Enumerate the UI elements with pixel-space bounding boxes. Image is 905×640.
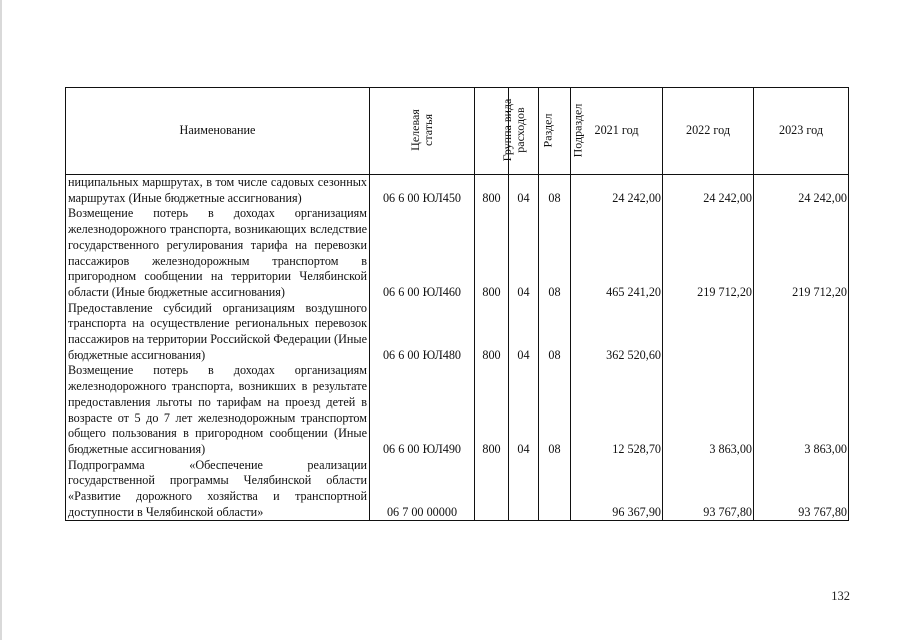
page-number: 132	[831, 589, 850, 603]
section-cell	[509, 458, 539, 521]
target-article-cell: 06 6 00 ЮЛ490	[370, 363, 475, 457]
amount-2023-cell: 24 242,00	[754, 175, 849, 207]
subsection-cell	[539, 458, 571, 521]
row-name-cell: Возмещение потерь в доходах организациям железнодорожного транспорта, возникших в результате предоставления льготы по тарифам на проезд детей в возрасте от 5 до 7 лет железнодорожным транспортом общего пользования в пригородном сообщении (Иные бюджетные ассигнования)	[66, 363, 370, 457]
expense-group-cell	[475, 458, 509, 521]
section-cell: 04	[509, 301, 539, 364]
amount-2021-cell: 362 520,60	[571, 301, 663, 364]
header-2023-label: 2023 год	[778, 123, 824, 138]
header-2022	[663, 88, 754, 175]
header-2022-label: 2022 год	[685, 123, 731, 138]
amount-2023-cell: 93 767,80	[754, 458, 849, 521]
target-article-cell: 06 7 00 00000	[370, 458, 475, 521]
header-expense-group	[475, 88, 527, 175]
header-name	[66, 88, 370, 175]
amount-2021-cell: 24 242,00	[571, 175, 663, 207]
expense-group-cell: 800	[475, 301, 509, 364]
row-name-cell: Возмещение потерь в доходах организациям железнодорожного транспорта, возникающих вследствие государственного регулирования тарифа на перевозки пассажиров железнодорожным транспортом в пригородном сообщении на территории Челябинской области (Иные бюджетные ассигнования)	[66, 206, 370, 300]
budget-table	[65, 87, 849, 521]
expense-group-cell: 800	[475, 175, 509, 207]
section-cell: 04	[509, 175, 539, 207]
amount-2023-cell	[754, 301, 849, 364]
amount-2022-cell: 3 863,00	[663, 363, 754, 457]
row-name-cell: Предоставление субсидий организациям воздушного транспорта на осуществление региональных перевозок пассажиров на территории Российской Федерации (Иные бюджетные ассигнования)	[66, 301, 370, 364]
amount-2022-cell: 24 242,00	[663, 175, 754, 207]
header-subsection-label: Подраздел	[570, 103, 585, 158]
subsection-cell: 08	[539, 175, 571, 207]
table-row	[66, 363, 849, 457]
target-article-cell: 06 6 00 ЮЛ480	[370, 301, 475, 364]
amount-2021-cell: 96 367,90	[571, 458, 663, 521]
section-cell: 04	[509, 363, 539, 457]
row-name-cell: Подпрограмма «Обеспечение реализации государственной программы Челябинской области «Развитие дорожного хозяйства и транспортной доступности в Челябинской области»	[66, 458, 370, 521]
amount-2022-cell	[663, 301, 754, 364]
target-article-cell: 06 6 00 ЮЛ460	[370, 206, 475, 300]
subsection-cell: 08	[539, 206, 571, 300]
amount-2022-cell: 93 767,80	[663, 458, 754, 521]
amount-2023-cell: 3 863,00	[754, 363, 849, 457]
amount-2021-cell: 12 528,70	[571, 363, 663, 457]
page-left-edge	[0, 0, 2, 640]
table-row	[66, 206, 849, 300]
table-header-row	[66, 88, 849, 175]
expense-group-cell: 800	[475, 206, 509, 300]
amount-2022-cell: 219 712,20	[663, 206, 754, 300]
target-article-cell: 06 6 00 ЮЛ450	[370, 175, 475, 207]
row-name-cell: ниципальных маршрутах, в том числе садовых сезонных маршрутах (Иные бюджетные ассигнования)	[66, 175, 370, 207]
amount-2021-cell: 465 241,20	[571, 206, 663, 300]
table-row	[66, 175, 849, 207]
expense-group-cell: 800	[475, 363, 509, 457]
section-cell: 04	[509, 206, 539, 300]
table-row	[66, 458, 849, 521]
header-target-article	[370, 88, 475, 175]
header-name-label: Наименование	[179, 123, 256, 138]
budget-table-container	[65, 87, 848, 521]
subsection-cell: 08	[539, 363, 571, 457]
header-2023	[754, 88, 849, 175]
amount-2023-cell: 219 712,20	[754, 206, 849, 300]
subsection-cell: 08	[539, 301, 571, 364]
header-target-article-label: Целевая статья	[408, 109, 435, 151]
header-expense-group-label: Группа вида расходов	[500, 98, 527, 162]
header-section-label: Раздел	[540, 113, 555, 148]
header-2021-label: 2021 год	[594, 123, 639, 138]
table-row	[66, 301, 849, 364]
